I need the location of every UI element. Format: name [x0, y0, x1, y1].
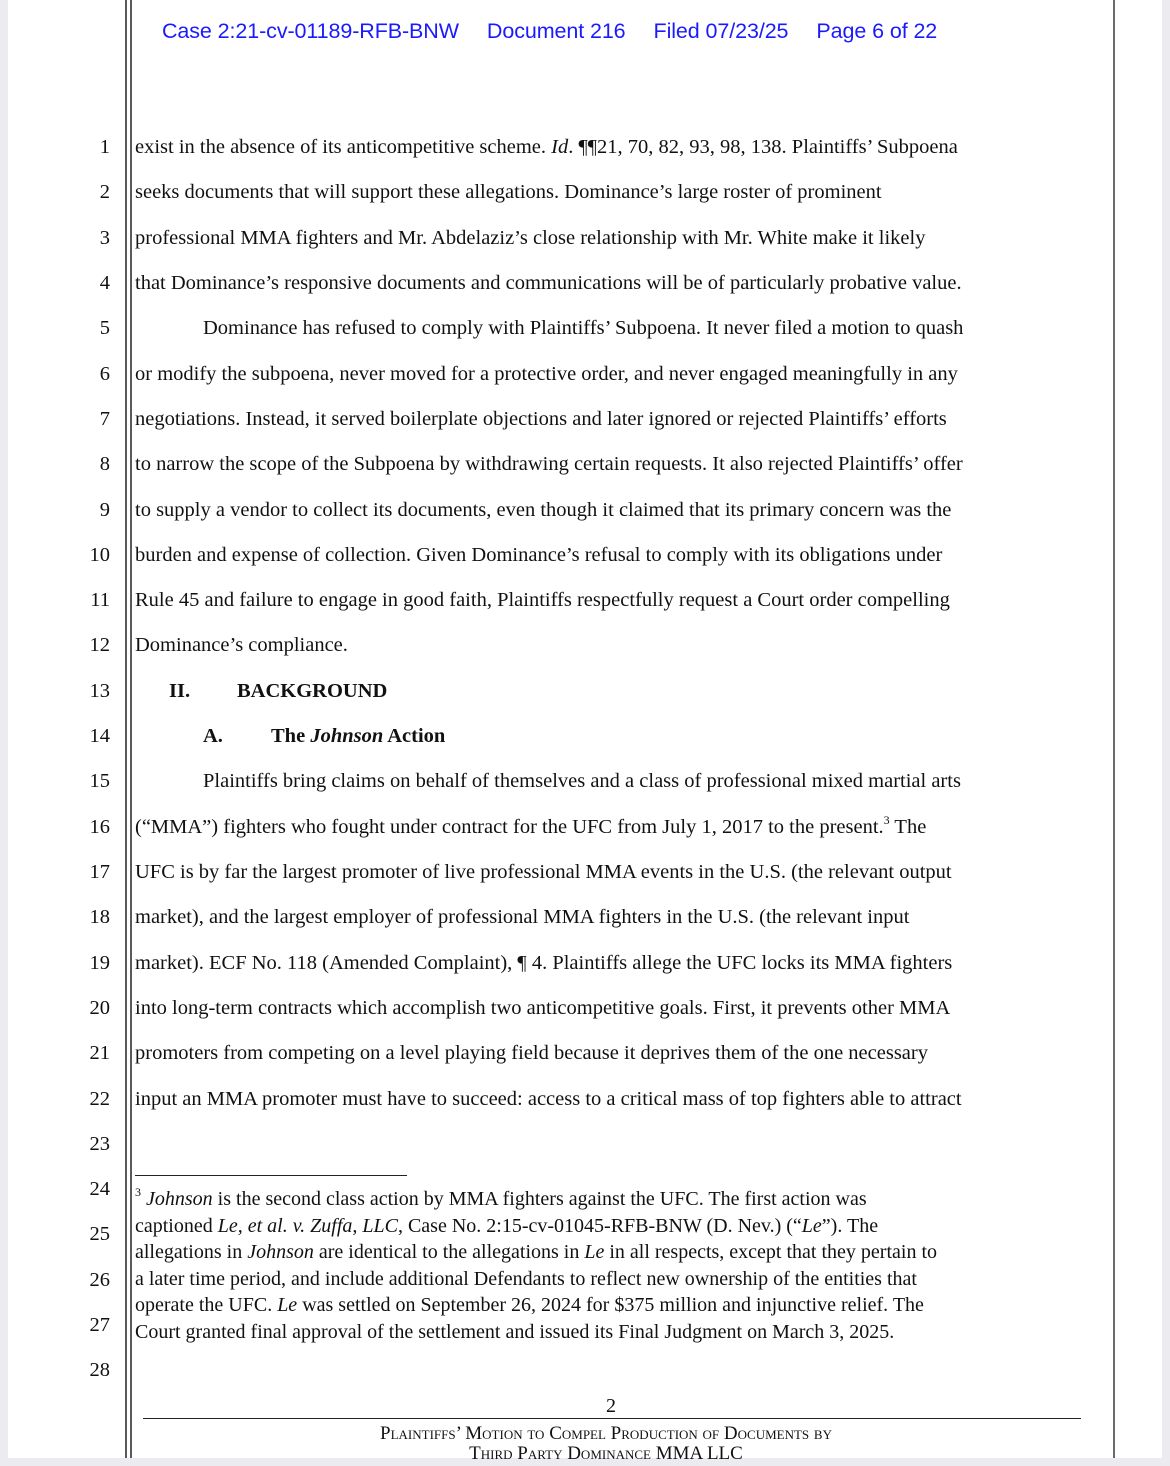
footnote-line: captioned Le, et al. v. Zuffa, LLC, Case No. 2:15-cv-01045-RFB-BNW (D. Nev.) (“Le”). The — [135, 1215, 879, 1237]
text-line: to supply a vendor to collect its documents, even though it claimed that its primary concern was the — [135, 499, 952, 521]
left-margin-rule-inner — [130, 0, 132, 1458]
footer-title: Plaintiffs’ Motion to Compel Production of Documents by — [380, 1423, 832, 1444]
text-line: burden and expense of collection. Given Dominance’s refusal to comply with its obligations under — [135, 544, 943, 566]
text-line: input an MMA promoter must have to succeed: access to a critical mass of top fighters able to attract — [135, 1088, 962, 1110]
footnote-line: $^3$ Johnson is the second class action by MMA fighters against the UFC. The first action was — [135, 1185, 867, 1210]
footnote-separator — [135, 1175, 407, 1176]
left-margin-rule — [125, 0, 127, 1458]
text-line: Rule 45 and failure to engage in good faith, Plaintiffs respectfully request a Court order compelling — [135, 589, 950, 611]
line-number: 25 — [89, 1223, 110, 1245]
page-count: Page 6 of 22 — [816, 19, 938, 43]
footer-rule — [143, 1418, 1081, 1419]
line-number: 11 — [90, 589, 110, 611]
footnote-line: a later time period, and include additional Defendants to reflect new ownership of the entities that — [135, 1268, 917, 1290]
line-number: 6 — [99, 363, 110, 385]
line-number: 19 — [89, 952, 110, 974]
text-line: negotiations. Instead, it served boilerplate objections and later ignored or rejected Plaintiffs’ efforts — [135, 408, 947, 430]
footer-title-line2: Third Party Dominance MMA LLC — [469, 1443, 743, 1464]
text-line: Plaintiffs bring claims on behalf of themselves and a class of professional mixed martial arts — [203, 770, 961, 792]
line-number: 26 — [89, 1269, 110, 1291]
text-line: Dominance has refused to comply with Plaintiffs’ Subpoena. It never filed a motion to quash — [203, 317, 964, 339]
document-number: Document 216 — [486, 19, 626, 43]
text-line: UFC is by far the largest promoter of live professional MMA events in the U.S. (the relevant output — [135, 861, 952, 883]
case-number: Case 2:21-cv-01189-RFB-BNW — [162, 19, 459, 43]
text-line: seeks documents that will support these allegations. Dominance’s large roster of prominent — [135, 181, 882, 203]
line-number: 22 — [89, 1088, 110, 1110]
text-line: professional MMA fighters and Mr. Abdelaziz’s close relationship with Mr. White make it likely — [135, 227, 926, 249]
text-line: market). ECF No. 118 (Amended Complaint), ¶ 4. Plaintiffs allege the UFC locks its MMA fighters — [135, 952, 953, 974]
line-number: 9 — [99, 499, 110, 521]
line-number: 3 — [99, 227, 110, 249]
text-line: to narrow the scope of the Subpoena by withdrawing certain requests. It also rejected Plaintiffs’ offer — [135, 453, 963, 475]
text-line: into long-term contracts which accomplish two anticompetitive goals. First, it prevents other MMA — [135, 997, 951, 1019]
line-number: 13 — [89, 680, 110, 702]
footnote-reference[interactable]: 3 — [883, 813, 890, 828]
subsection-heading: The Johnson Action — [271, 725, 446, 747]
ecf-header-stamp — [162, 19, 965, 44]
footnote-line: operate the UFC. Le was settled on September 26, 2024 for $375 million and injunctive relief. The — [135, 1294, 924, 1316]
line-number: 4 — [99, 272, 110, 294]
page-number: 2 — [606, 1395, 616, 1417]
line-number: 24 — [89, 1178, 110, 1200]
line-number: 2 — [99, 181, 110, 203]
line-number: 14 — [89, 725, 110, 747]
footnote-marker: 3 — [135, 1185, 141, 1200]
footnote-line: allegations in Johnson are identical to the allegations in Le in all respects, except that they pertain to — [135, 1241, 937, 1263]
line-number: 5 — [99, 317, 110, 339]
text-line: market), and the largest employer of professional MMA fighters in the U.S. (the relevant input — [135, 906, 910, 928]
italic-citation: Id — [551, 136, 569, 158]
text-line: exist in the absence of its anticompetitive scheme. Id. ¶¶21, 70, 82, 93, 98, 138. Plaintiffs’ Subpoena — [135, 136, 958, 158]
line-number: 10 — [89, 544, 110, 566]
line-number: 28 — [89, 1359, 110, 1381]
line-number: 18 — [89, 906, 110, 928]
line-number: 16 — [89, 816, 110, 838]
text-line: Dominance’s compliance. — [135, 634, 348, 656]
line-number: 21 — [89, 1042, 110, 1064]
text-line: or modify the subpoena, never moved for a protective order, and never engaged meaningfully in any — [135, 363, 958, 385]
line-number: 15 — [89, 770, 110, 792]
subsection-number: A. — [203, 725, 223, 747]
line-number: 8 — [99, 453, 110, 475]
text-line: promoters from competing on a level playing field because it deprives them of the one necessary — [135, 1042, 928, 1064]
line-number: 23 — [89, 1133, 110, 1155]
line-number: 17 — [89, 861, 110, 883]
line-number: 12 — [89, 634, 110, 656]
right-margin-rule — [1113, 0, 1115, 1458]
line-number: 20 — [89, 997, 110, 1019]
line-number: 7 — [99, 408, 110, 430]
line-number: 27 — [89, 1314, 110, 1336]
text-line: (“MMA”) fighters who fought under contract for the UFC from July 1, 2017 to the present.$^3$ The — [135, 813, 927, 838]
text-line: that Dominance’s responsive documents and communications will be of particularly probative value. — [135, 272, 962, 294]
line-number: 1 — [99, 136, 110, 158]
section-number: II. — [169, 680, 191, 702]
section-heading: BACKGROUND — [237, 680, 388, 702]
filed-date: Filed 07/23/25 — [653, 19, 789, 43]
footnote-line: Court granted final approval of the settlement and issued its Final Judgment on March 3, 2025. — [135, 1321, 895, 1343]
